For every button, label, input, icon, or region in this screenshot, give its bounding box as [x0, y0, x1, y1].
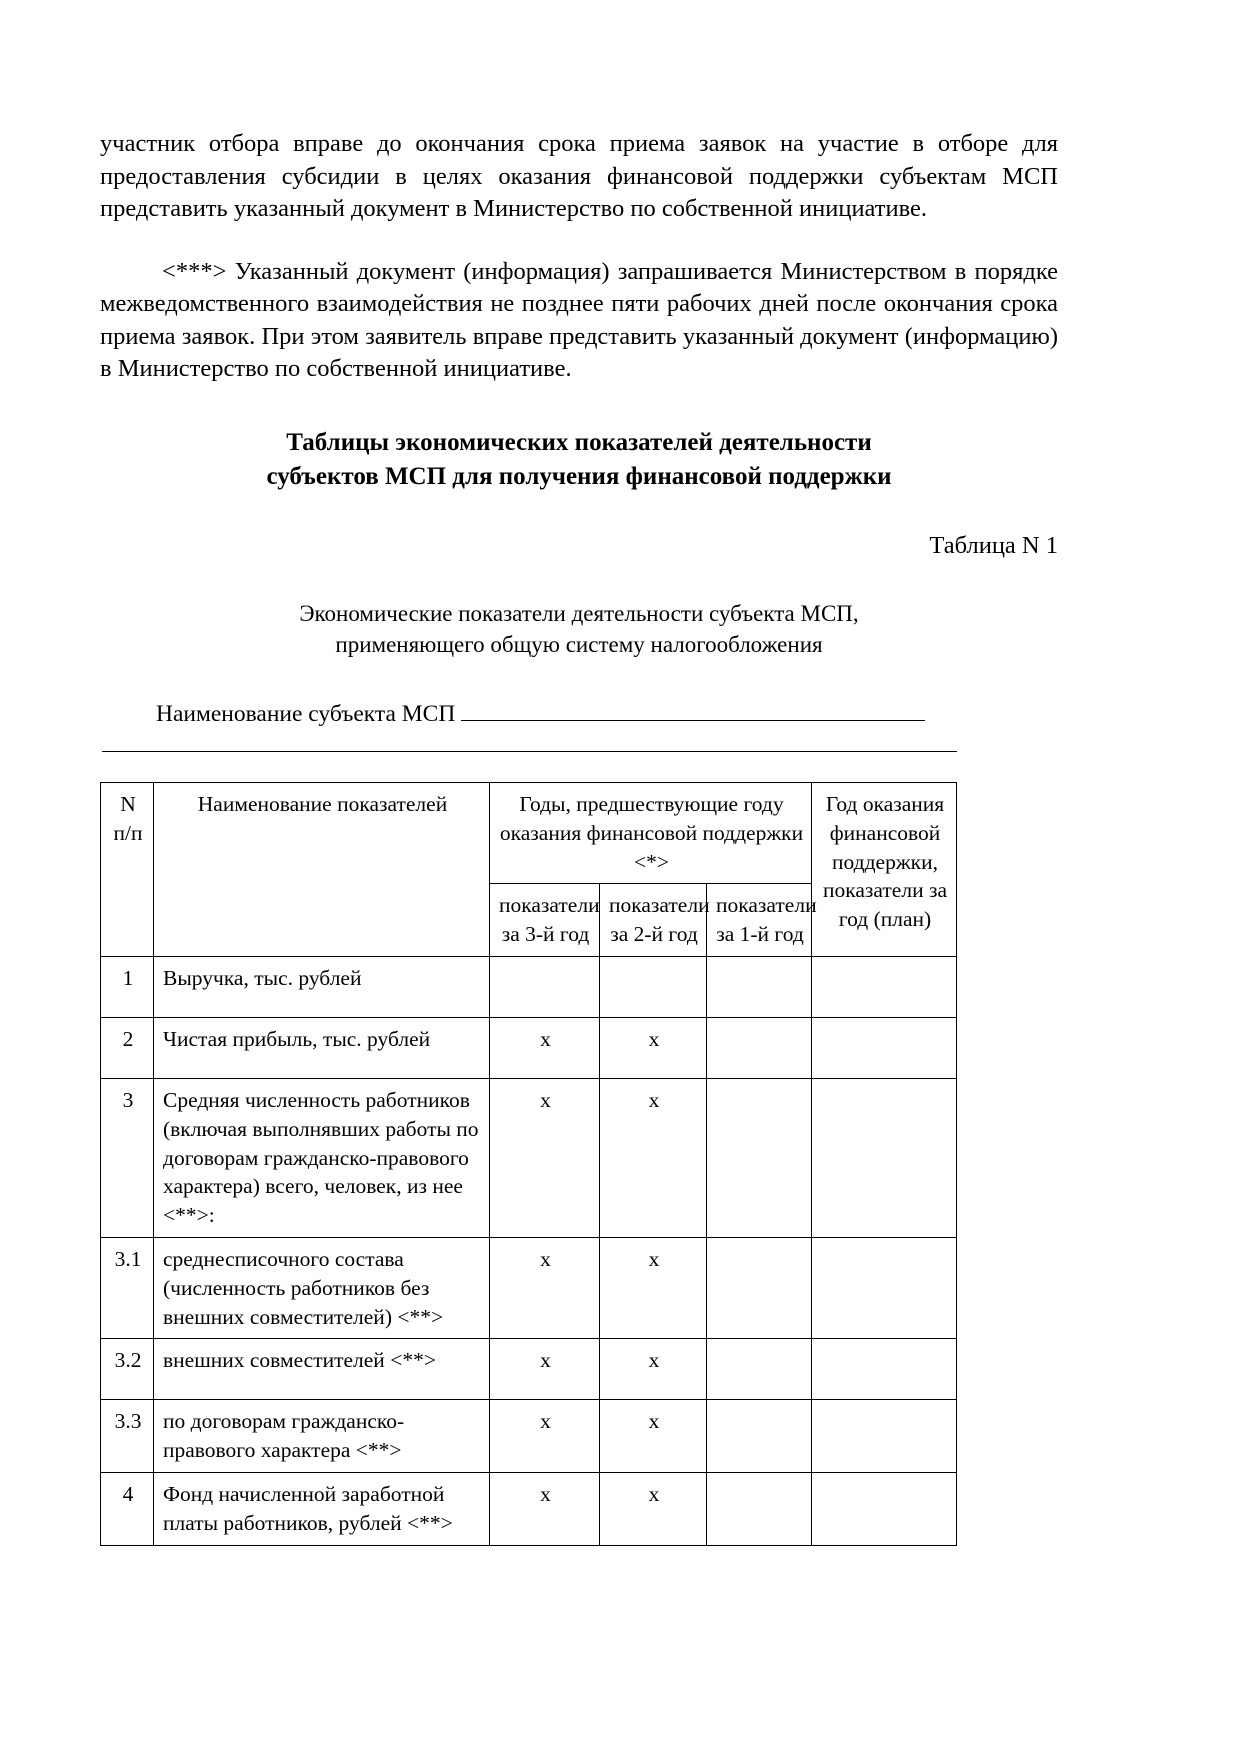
page-title-line-1: Таблицы экономических показателей деятельности [286, 429, 872, 457]
row-value-year-3[interactable]: х [490, 1472, 600, 1545]
row-value-plan[interactable] [812, 1400, 957, 1473]
row-value-year-2[interactable]: х [600, 1018, 707, 1079]
table-row [101, 1079, 957, 1238]
row-value-plan[interactable] [812, 1018, 957, 1079]
row-indicator-name: по договорам гражданско-правового характера <**> [154, 1400, 490, 1473]
table-row [101, 1472, 957, 1545]
table-number-label: Таблица N 1 [929, 531, 1058, 559]
economic-indicators-table [100, 782, 957, 1546]
subject-name-blank-1[interactable] [461, 720, 697, 721]
paragraph-footnote-three-stars: <***> Указанный документ (информация) запрашивается Министерством в порядке межведомственного взаимодействия не позднее пяти рабочих дней после окончания срока приема заявок. При этом заявитель вправе представить указанный документ (информацию) в Министерство по собственной инициативе. [100, 257, 1058, 383]
row-number: 2 [101, 1018, 154, 1079]
page-title-line-2: субъектов МСП для получения финансовой поддержки [266, 462, 892, 490]
row-value-year-1[interactable] [707, 1400, 812, 1473]
row-indicator-name: Чистая прибыль, тыс. рублей [154, 1018, 490, 1079]
row-indicator-name: Фонд начисленной заработной платы работников, рублей <**> [154, 1472, 490, 1545]
row-value-year-3[interactable]: х [490, 1237, 600, 1338]
header-sub-year-3: показатели за 3-й год [490, 884, 600, 957]
header-prior-years: Годы, предшествующие году оказания финансовой поддержки <*> [490, 783, 812, 884]
row-value-year-1[interactable] [707, 1079, 812, 1238]
subject-name-field-row [100, 701, 1058, 728]
row-indicator-name: Выручка, тыс. рублей [154, 957, 490, 1018]
row-value-plan[interactable] [812, 1472, 957, 1545]
table-body [101, 957, 957, 1546]
row-value-year-3[interactable]: х [490, 1339, 600, 1400]
row-indicator-name: среднесписочного состава (численность работников без внешних совместителей) <**> [154, 1237, 490, 1338]
header-row-number-line-2: п/п [113, 820, 143, 845]
subject-name-blank-2[interactable] [697, 720, 925, 721]
row-indicator-name: внешних совместителей <**> [154, 1339, 490, 1400]
table-subtitle [100, 598, 1058, 661]
row-value-year-2[interactable]: х [600, 1237, 707, 1338]
subject-name-blank-continuation[interactable] [102, 750, 957, 752]
table-row [101, 1237, 957, 1338]
row-value-plan[interactable] [812, 1339, 957, 1400]
paragraph-spacer [100, 226, 1058, 256]
table-row [101, 1339, 957, 1400]
row-value-year-3[interactable] [490, 957, 600, 1018]
row-number: 1 [101, 957, 154, 1018]
row-value-year-2[interactable]: х [600, 1339, 707, 1400]
row-value-year-2[interactable]: х [600, 1400, 707, 1473]
header-row-number-line-1: N [120, 792, 136, 817]
row-value-year-3[interactable]: х [490, 1079, 600, 1238]
table-subtitle-line-1: Экономические показатели деятельности субъекта МСП, [299, 600, 859, 626]
header-sub-year-1: показатели за 1-й год [707, 884, 812, 957]
table-header-row-main [101, 783, 957, 884]
row-indicator-name: Средняя численность работников (включая выполнявших работы по договорам гражданско-правового характера) всего, человек, из нее <**>: [154, 1079, 490, 1238]
header-support-year: Год оказания финансовой поддержки, показатели за год (план) [812, 783, 957, 957]
table-row [101, 1400, 957, 1473]
header-indicator-name: Наименование показателей [154, 783, 490, 957]
row-value-plan[interactable] [812, 1237, 957, 1338]
row-value-year-2[interactable] [600, 957, 707, 1018]
header-sub-year-2: показатели за 2-й год [600, 884, 707, 957]
row-value-year-2[interactable]: х [600, 1079, 707, 1238]
table-row [101, 1018, 957, 1079]
row-value-year-2[interactable]: х [600, 1472, 707, 1545]
row-value-year-1[interactable] [707, 1237, 812, 1338]
row-number: 3.2 [101, 1339, 154, 1400]
row-value-year-1[interactable] [707, 1018, 812, 1079]
row-number: 4 [101, 1472, 154, 1545]
row-value-year-1[interactable] [707, 957, 812, 1018]
table-row [101, 957, 957, 1018]
row-value-plan[interactable] [812, 957, 957, 1018]
row-value-year-3[interactable]: х [490, 1018, 600, 1079]
row-number: 3 [101, 1079, 154, 1238]
row-value-plan[interactable] [812, 1079, 957, 1238]
subject-name-label: Наименование субъекта МСП [156, 701, 456, 728]
row-number: 3.3 [101, 1400, 154, 1473]
header-row-number [101, 783, 154, 957]
page-title [100, 426, 1058, 494]
row-number: 3.1 [101, 1237, 154, 1338]
row-value-year-1[interactable] [707, 1339, 812, 1400]
paragraph-participant-selection: участник отбора вправе до окончания срока приема заявок на участие в отборе для предоставления субсидии в целях оказания финансовой поддержки субъектам МСП представить указанный документ в Министерство по собственной инициативе. [100, 130, 1058, 223]
row-value-year-3[interactable]: х [490, 1400, 600, 1473]
table-subtitle-line-2: применяющего общую систему налогообложения [335, 632, 823, 658]
row-value-year-1[interactable] [707, 1472, 812, 1545]
